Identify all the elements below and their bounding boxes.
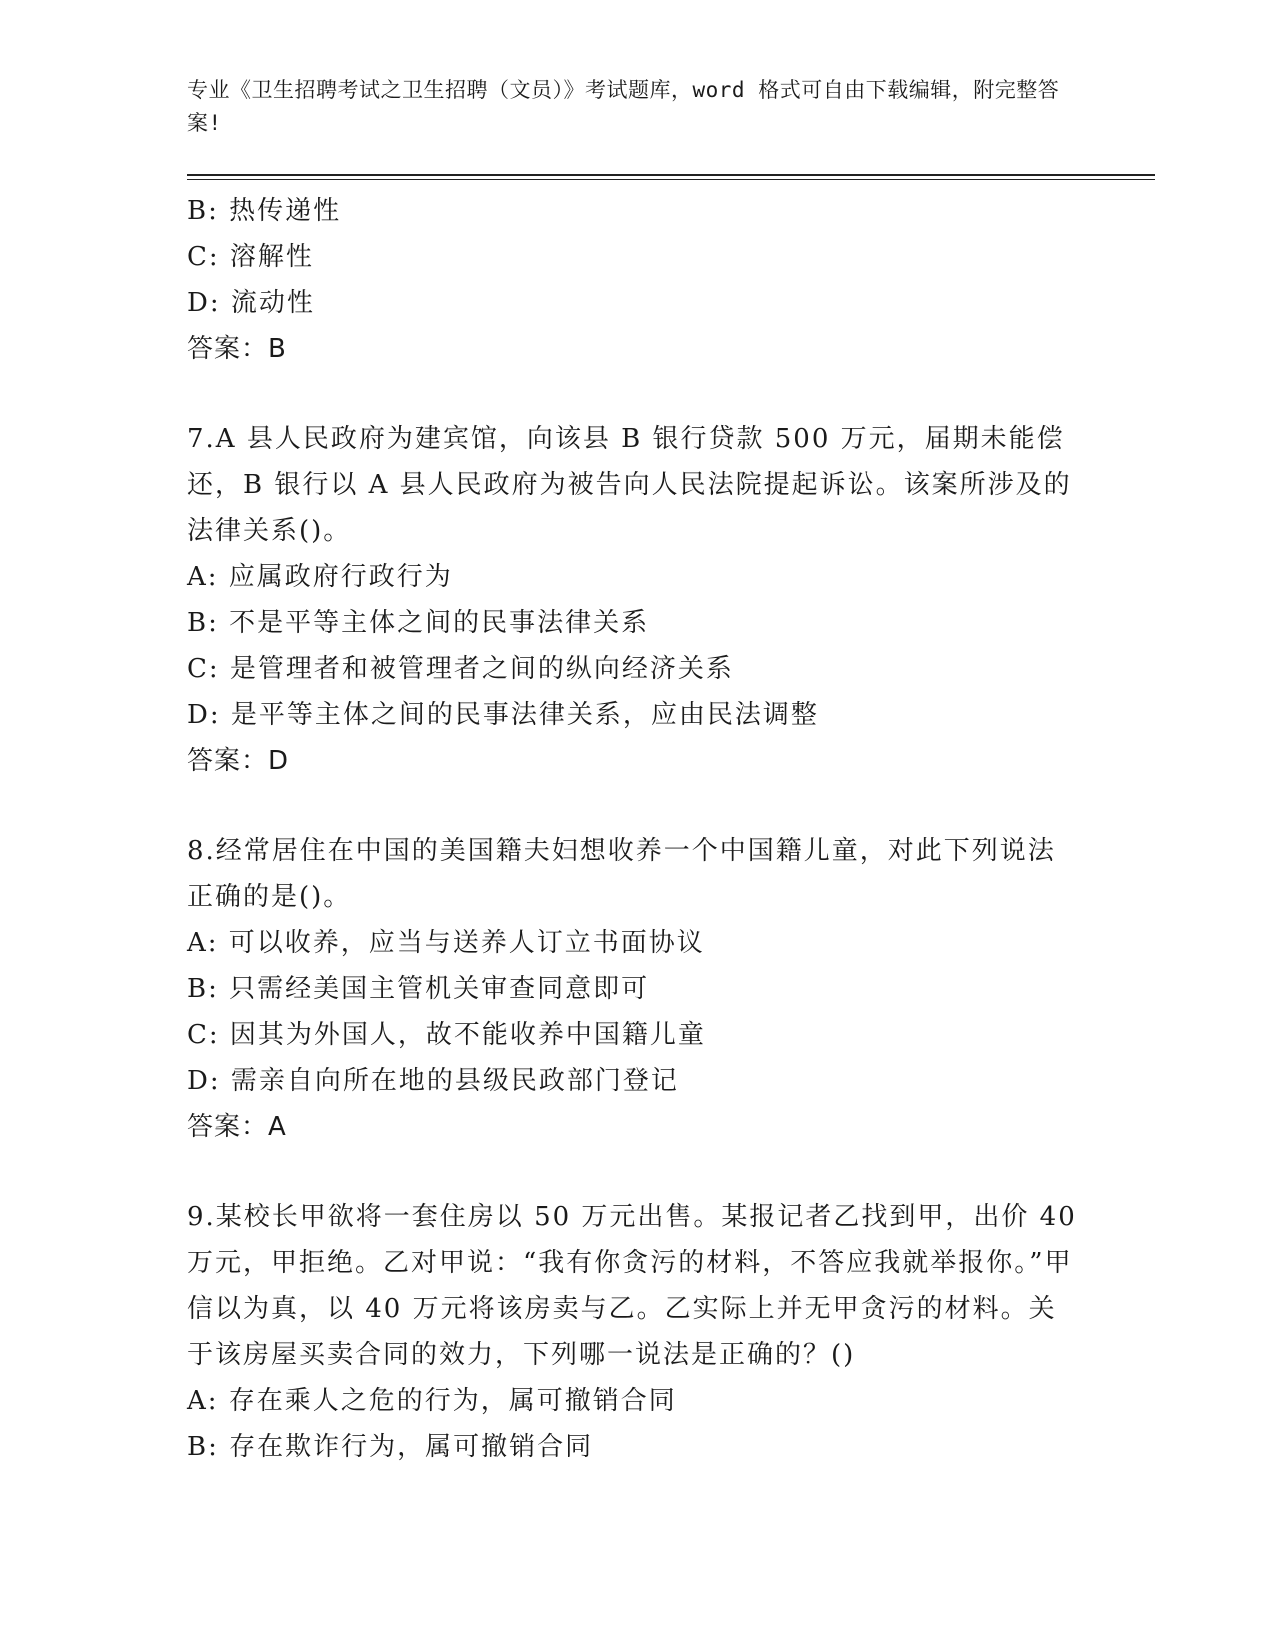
header-divider-thin [187, 179, 1155, 180]
option-b: B: 不是平等主体之间的民事法律关系 [187, 608, 650, 638]
question-8-block [187, 828, 1087, 1150]
option-a: A: 可以收养，应当与送养人订立书面协议 [187, 928, 705, 958]
document-body [187, 188, 1087, 1470]
option-c: C: 因其为外国人，故不能收养中国籍儿童 [187, 1020, 706, 1050]
spacer [187, 1150, 1087, 1194]
option-c: C: 是管理者和被管理者之间的纵向经济关系 [187, 654, 734, 684]
answer-line: 答案：B [187, 334, 287, 364]
question-7-text: 7.A 县人民政府为建宾馆，向该县 B 银行贷款 500 万元，届期未能偿还，B 银行以 A 县人民政府为被告向人民法院提起诉讼。该案所涉及的法律关系()。 [187, 424, 1072, 546]
option-b: B: 存在欺诈行为，属可撤销合同 [187, 1432, 594, 1462]
prev-question-block [187, 188, 1087, 372]
question-9-text: 9.某校长甲欲将一套住房以 50 万元出售。某报记者乙找到甲，出价 40 万元，甲拒绝。乙对甲说：“我有你贪污的材料，不答应我就举报你。”甲信以为真，以 40 万元将该房卖与乙。乙实际上并无甲贪污的材料。关于该房屋买卖合同的效力，下列哪一说法是正确的？() [187, 1202, 1077, 1370]
question-7-block [187, 416, 1087, 784]
option-d: D: 是平等主体之间的民事法律关系，应由民法调整 [187, 700, 819, 730]
option-b: B: 热传递性 [187, 196, 342, 226]
question-9-block [187, 1194, 1087, 1470]
spacer [187, 372, 1087, 416]
option-b: B: 只需经美国主管机关审查同意即可 [187, 974, 650, 1004]
option-d: D: 流动性 [187, 288, 315, 318]
header-divider-thick [187, 174, 1155, 176]
option-d: D: 需亲自向所在地的县级民政部门登记 [187, 1066, 679, 1096]
option-a: A: 应属政府行政行为 [187, 562, 453, 592]
document-header: 专业《卫生招聘考试之卫生招聘（文员）》考试题库，word 格式可自由下载编辑，附完整答案! [187, 78, 1060, 135]
spacer [187, 784, 1087, 828]
option-c: C: 溶解性 [187, 242, 314, 272]
answer-line: 答案：D [187, 746, 290, 776]
question-8-text: 8.经常居住在中国的美国籍夫妇想收养一个中国籍儿童，对此下列说法正确的是()。 [187, 836, 1056, 912]
answer-line: 答案：A [187, 1112, 287, 1142]
option-a: A: 存在乘人之危的行为，属可撤销合同 [187, 1386, 677, 1416]
